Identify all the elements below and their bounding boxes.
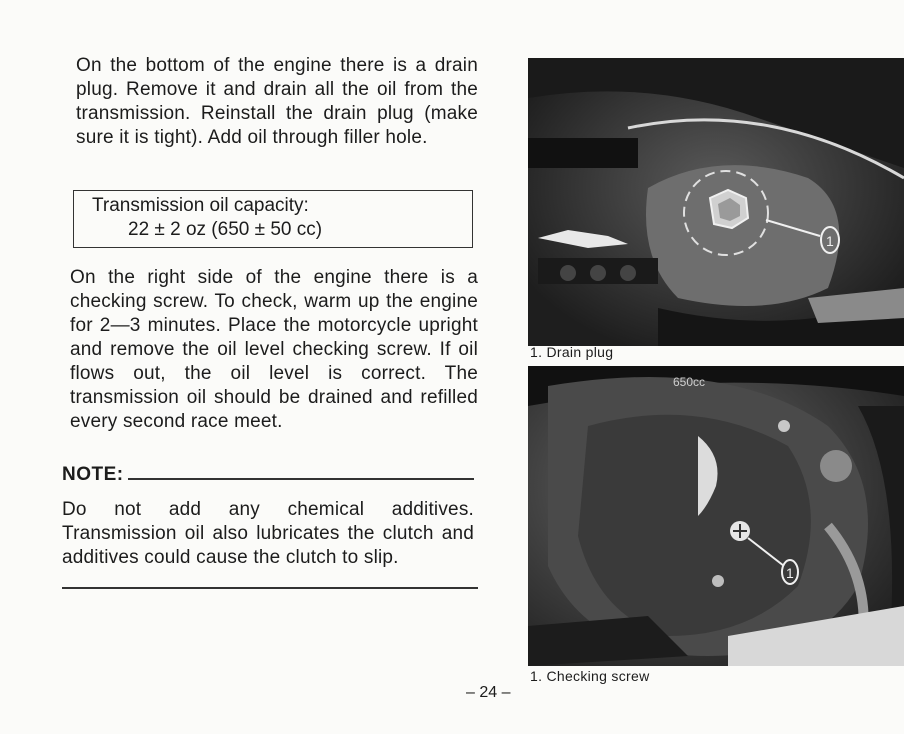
capacity-box (73, 190, 473, 248)
note-rule (128, 478, 474, 480)
note-text: Do not add any chemical additives. Transmission oil also lubricates the clutch and additives could cause the clutch to slip. (62, 499, 474, 568)
bottom-divider (62, 587, 478, 589)
drain-plug-illustration (528, 58, 904, 346)
drain-plug-photo (528, 58, 904, 346)
capacity-label: Transmission oil capacity: (92, 195, 309, 216)
checking-screw-illustration (528, 366, 904, 666)
paragraph-drain-plug: On the bottom of the engine there is a drain plug. Remove it and drain all the oil from the transmission. Reinstall the drain plug (make sure it is tight). Add oil through filler hole. (76, 55, 478, 148)
note-label: NOTE: (62, 464, 124, 485)
checking-screw-callout: 1 (786, 565, 794, 581)
capacity-value: 22 ± 2 oz (650 ± 50 cc) (128, 219, 323, 240)
drain-plug-callout: 1 (826, 233, 834, 249)
casting-text: 650cc (673, 375, 706, 389)
paragraph-checking-screw: On the right side of the engine there is a checking screw. To check, warm up the engine for 2—3 minutes. Place the motorcycle upright and remove the oil level checking screw. If oil flows out, the oil level is correct. The transmission oil should be drained and refilled every second race meet. (70, 267, 478, 432)
checking-screw-caption: 1. Checking screw (530, 668, 650, 684)
note-heading (62, 464, 474, 486)
checking-screw-photo (528, 366, 904, 666)
drain-plug-caption: 1. Drain plug (530, 344, 614, 360)
page-number: – 24 – (466, 684, 511, 701)
